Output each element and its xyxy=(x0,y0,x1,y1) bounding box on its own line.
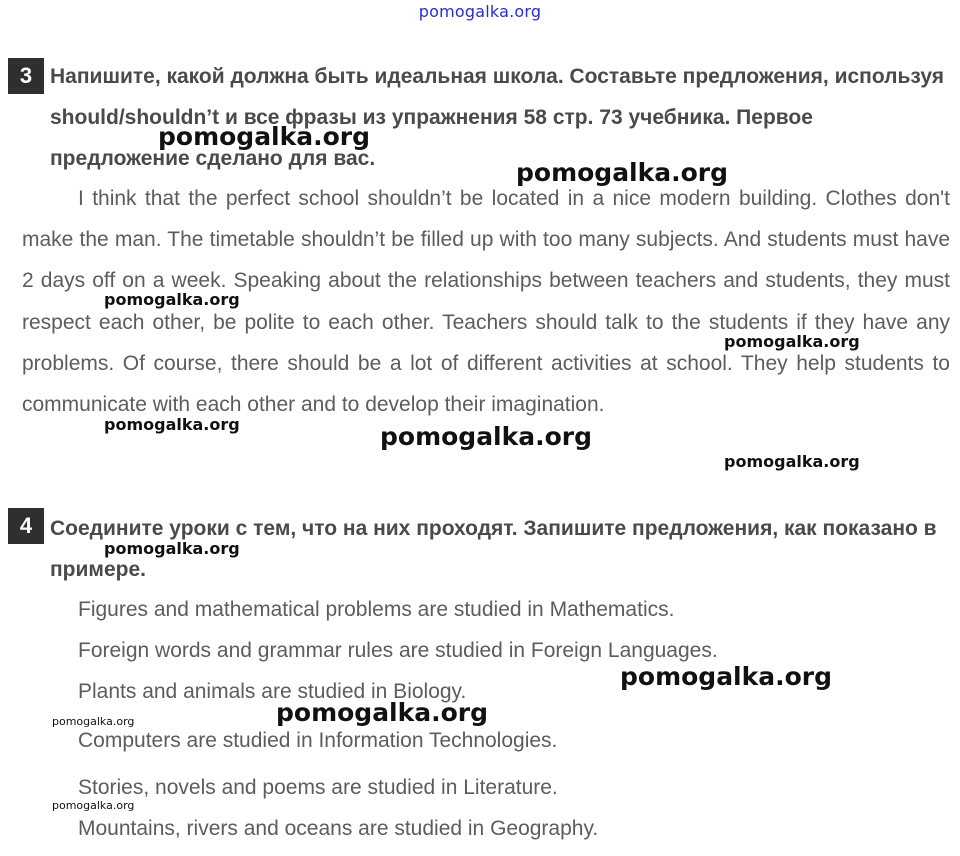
exercise-3-answer: I think that the perfect school shouldn’t be located in a nice modern building. Clothes don't make the man. The timetable shouldn’t be filled up with too many subjects. And students must have 2 days off on a week. Speaking about the relationships between teachers and students, they must respect each other, be polite to each other. Teachers should talk to the students if they have any problems. Of course, there should be a lot of different activities at school. They help students to communicate with each other and to develop their imagination. xyxy=(22,187,950,417)
header-watermark: pomogalka.org xyxy=(418,2,542,21)
watermark: pomogalka.org xyxy=(52,799,135,812)
list-item: Computers are studied in Information Technologies. xyxy=(78,729,558,752)
watermark: pomogalka.org xyxy=(104,539,240,558)
exercise-number-badge: 3 xyxy=(8,58,44,94)
watermark: pomogalka.org xyxy=(52,715,135,728)
watermark: pomogalka.org xyxy=(104,290,240,309)
list-item: Foreign words and grammar rules are studied in Foreign Languages. xyxy=(78,639,718,662)
watermark: pomogalka.org xyxy=(104,415,240,434)
watermark: pomogalka.org xyxy=(516,158,729,187)
exercise-3-instruction: Напишите, какой должна быть идеальная школа. Составьте предложения, используя should/shouldn’t и все фразы из упражнения 58 стр. 73 учебника. Первое предложение сделано для вас. xyxy=(50,65,944,170)
watermark: pomogalka.org xyxy=(276,698,489,727)
exercise-4-instruction: Соедините уроки с тем, что на них проходят. Запишите предложения, как показано в примере. xyxy=(50,517,937,581)
exercise-number-badge: 4 xyxy=(8,508,44,544)
list-item: Figures and mathematical problems are studied in Mathematics. xyxy=(78,598,675,621)
watermark: pomogalka.org xyxy=(158,122,371,151)
watermark: pomogalka.org xyxy=(724,452,860,471)
watermark: pomogalka.org xyxy=(620,662,833,691)
watermark: pomogalka.org xyxy=(724,332,860,351)
list-item: Mountains, rivers and oceans are studied in Geography. xyxy=(78,817,599,840)
list-item: Stories, novels and poems are studied in Literature. xyxy=(78,776,558,799)
watermark: pomogalka.org xyxy=(380,422,593,451)
list-item: Plants and animals are studied in Biology. xyxy=(78,680,467,703)
